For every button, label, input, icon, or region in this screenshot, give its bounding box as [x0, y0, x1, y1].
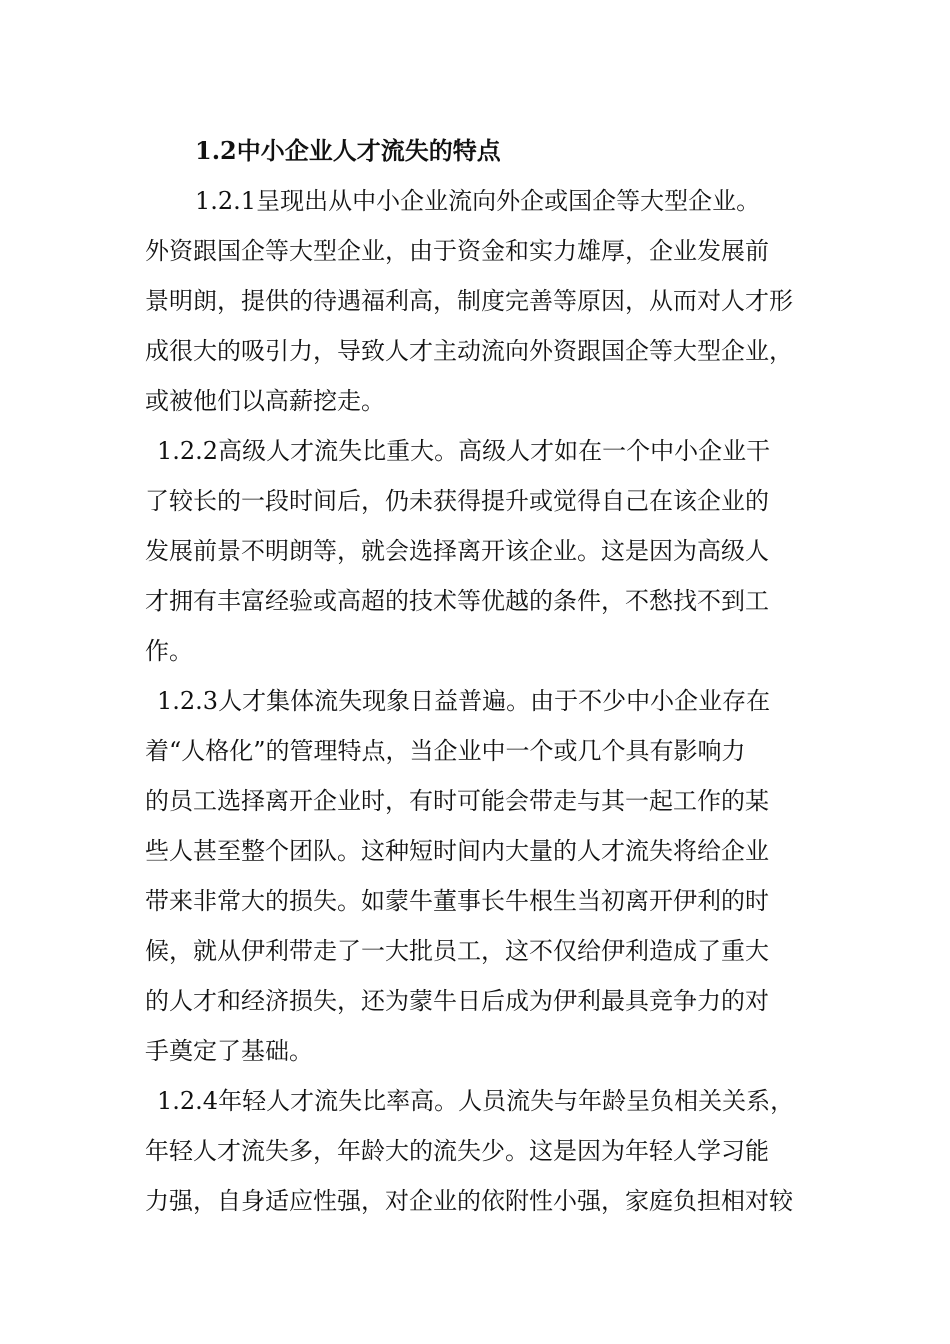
text-line: 着“人格化”的管理特点，当企业中一个或几个具有影响力	[145, 737, 746, 765]
text-line: 作。	[145, 637, 193, 665]
text-line: 成很大的吸引力，导致人才主动流向外资跟国企等大型企业，	[145, 337, 793, 365]
text-line: 才拥有丰富经验或高超的技术等优越的条件，不愁找不到工	[145, 587, 769, 615]
section-heading: 1.2中小企业人才流失的特点	[195, 136, 501, 165]
text-line: 的员工选择离开企业时，有时可能会带走与其一起工作的某	[145, 787, 769, 815]
text-line: 的人才和经济损失，还为蒙牛日后成为伊利最具竞争力的对	[145, 987, 769, 1015]
paragraph-1-2-4	[145, 1076, 825, 1226]
text-line: 外资跟国企等大型企业，由于资金和实力雄厚，企业发展前	[145, 237, 769, 265]
text-line: 力强，自身适应性强，对企业的依附性小强，家庭负担相对较	[145, 1187, 793, 1215]
text-line: 手奠定了基础。	[145, 1037, 313, 1065]
text-line: 1.2.4年轻人才流失比率高。人员流失与年龄呈负相关关系，	[157, 1087, 795, 1115]
paragraph-1-2-1	[145, 176, 825, 426]
text-line: 或被他们以高薪挖走。	[145, 387, 385, 415]
text-line: 景明朗，提供的待遇福利高，制度完善等原因，从而对人才形	[145, 287, 793, 315]
text-line: 候，就从伊利带走了一大批员工，这不仅给伊利造成了重大	[145, 937, 769, 965]
text-line: 1.2.1呈现出从中小企业流向外企或国企等大型企业。	[195, 187, 761, 215]
text-line: 1.2.2高级人才流失比重大。高级人才如在一个中小企业干	[157, 437, 771, 465]
text-line: 些人甚至整个团队。这种短时间内大量的人才流失将给企业	[145, 837, 769, 865]
text-line: 发展前景不明朗等，就会选择离开该企业。这是因为高级人	[145, 537, 769, 565]
text-line: 1.2.3人才集体流失现象日益普遍。由于不少中小企业存在	[157, 687, 771, 715]
paragraph-1-2-3	[145, 676, 825, 1076]
text-line: 年轻人才流失多，年龄大的流失少。这是因为年轻人学习能	[145, 1137, 769, 1165]
paragraph-1-2-2	[145, 426, 825, 676]
text-line: 带来非常大的损失。如蒙牛董事长牛根生当初离开伊利的时	[145, 887, 769, 915]
document-body	[145, 126, 825, 1226]
text-line: 了较长的一段时间后，仍未获得提升或觉得自己在该企业的	[145, 487, 769, 515]
